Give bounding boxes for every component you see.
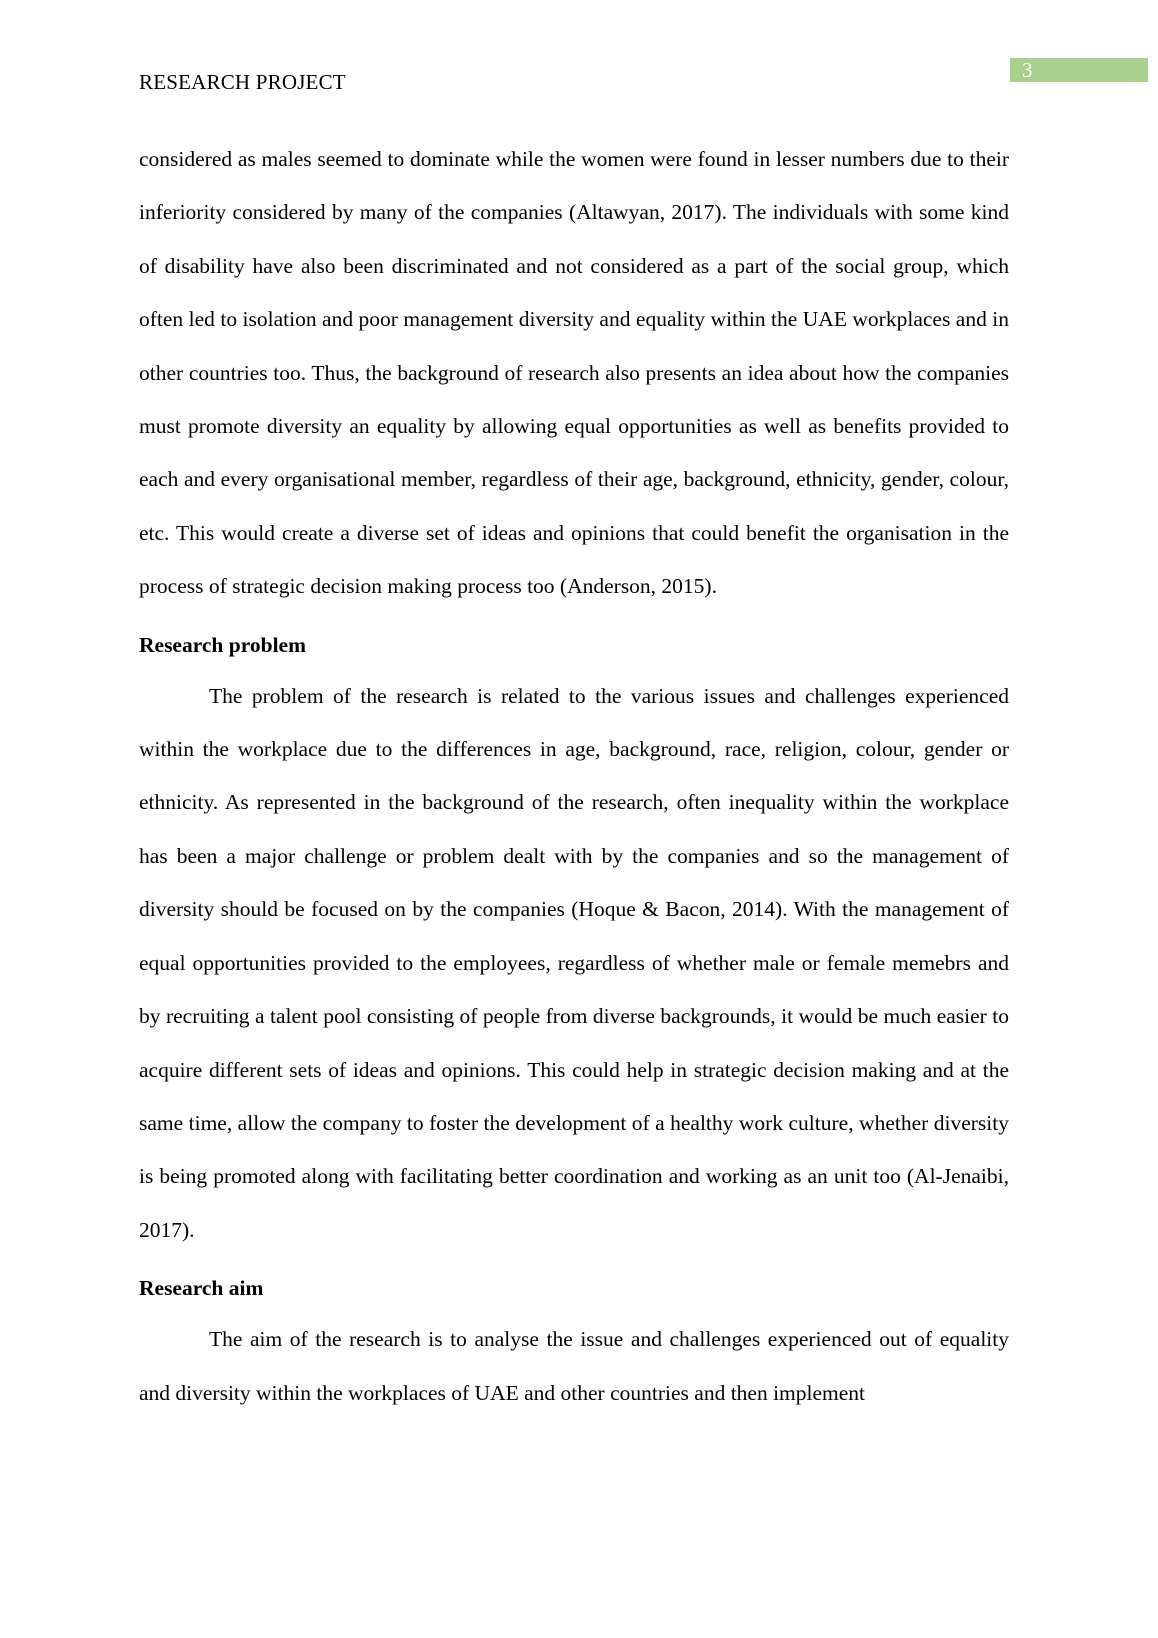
paragraph-research-problem: The problem of the research is related to the various issues and challenges experienced within the workplace due to the differences in age, background, race, religion, colour, gender or ethnicity. As represented in the background of the research, often inequality within the workplace has been a major challenge or problem dealt with by the companies and so the management of diversity should be focused on by the companies (Hoque & Bacon, 2014). With the management of equal opportunities provided to the employees, regardless of whether male or female memebrs and by recruiting a talent pool consisting of people from diverse backgrounds, it would be much easier to acquire different sets of ideas and opinions. This could help in strategic decision making and at the same time, allow the company to foster the development of a healthy work culture, whether diversity is being promoted along with facilitating better coordination and working as an unit too (Al-Jenaibi, 2017). (139, 683, 1009, 1242)
running-head: RESEARCH PROJECT (139, 70, 346, 94)
heading-research-aim: Research aim (139, 1276, 264, 1301)
heading-research-problem: Research problem (139, 632, 307, 657)
page-number-box (1010, 58, 1148, 82)
document-body (139, 133, 1009, 1420)
page-number: 3 (1022, 58, 1033, 82)
paragraph-background-continued: considered as males seemed to dominate while the women were found in lesser numbers due to their inferiority considered by many of the companies (Altawyan, 2017). The individuals with some kind of disability have also been discriminated and not considered as a part of the social group, which often led to isolation and poor management diversity and equality within the UAE workplaces and in other countries too. Thus, the background of research also presents an idea about how the companies must promote diversity an equality by allowing equal opportunities as well as benefits provided to each and every organisational member, regardless of their age, background, ethnicity, gender, colour, etc. This would create a diverse set of ideas and opinions that could benefit the organisation in the process of strategic decision making process too (Anderson, 2015). (139, 147, 1009, 599)
paragraph-research-aim: The aim of the research is to analyse the issue and challenges experienced out of equality and diversity within the workplaces of UAE and other countries and then implement (139, 1327, 1009, 1405)
